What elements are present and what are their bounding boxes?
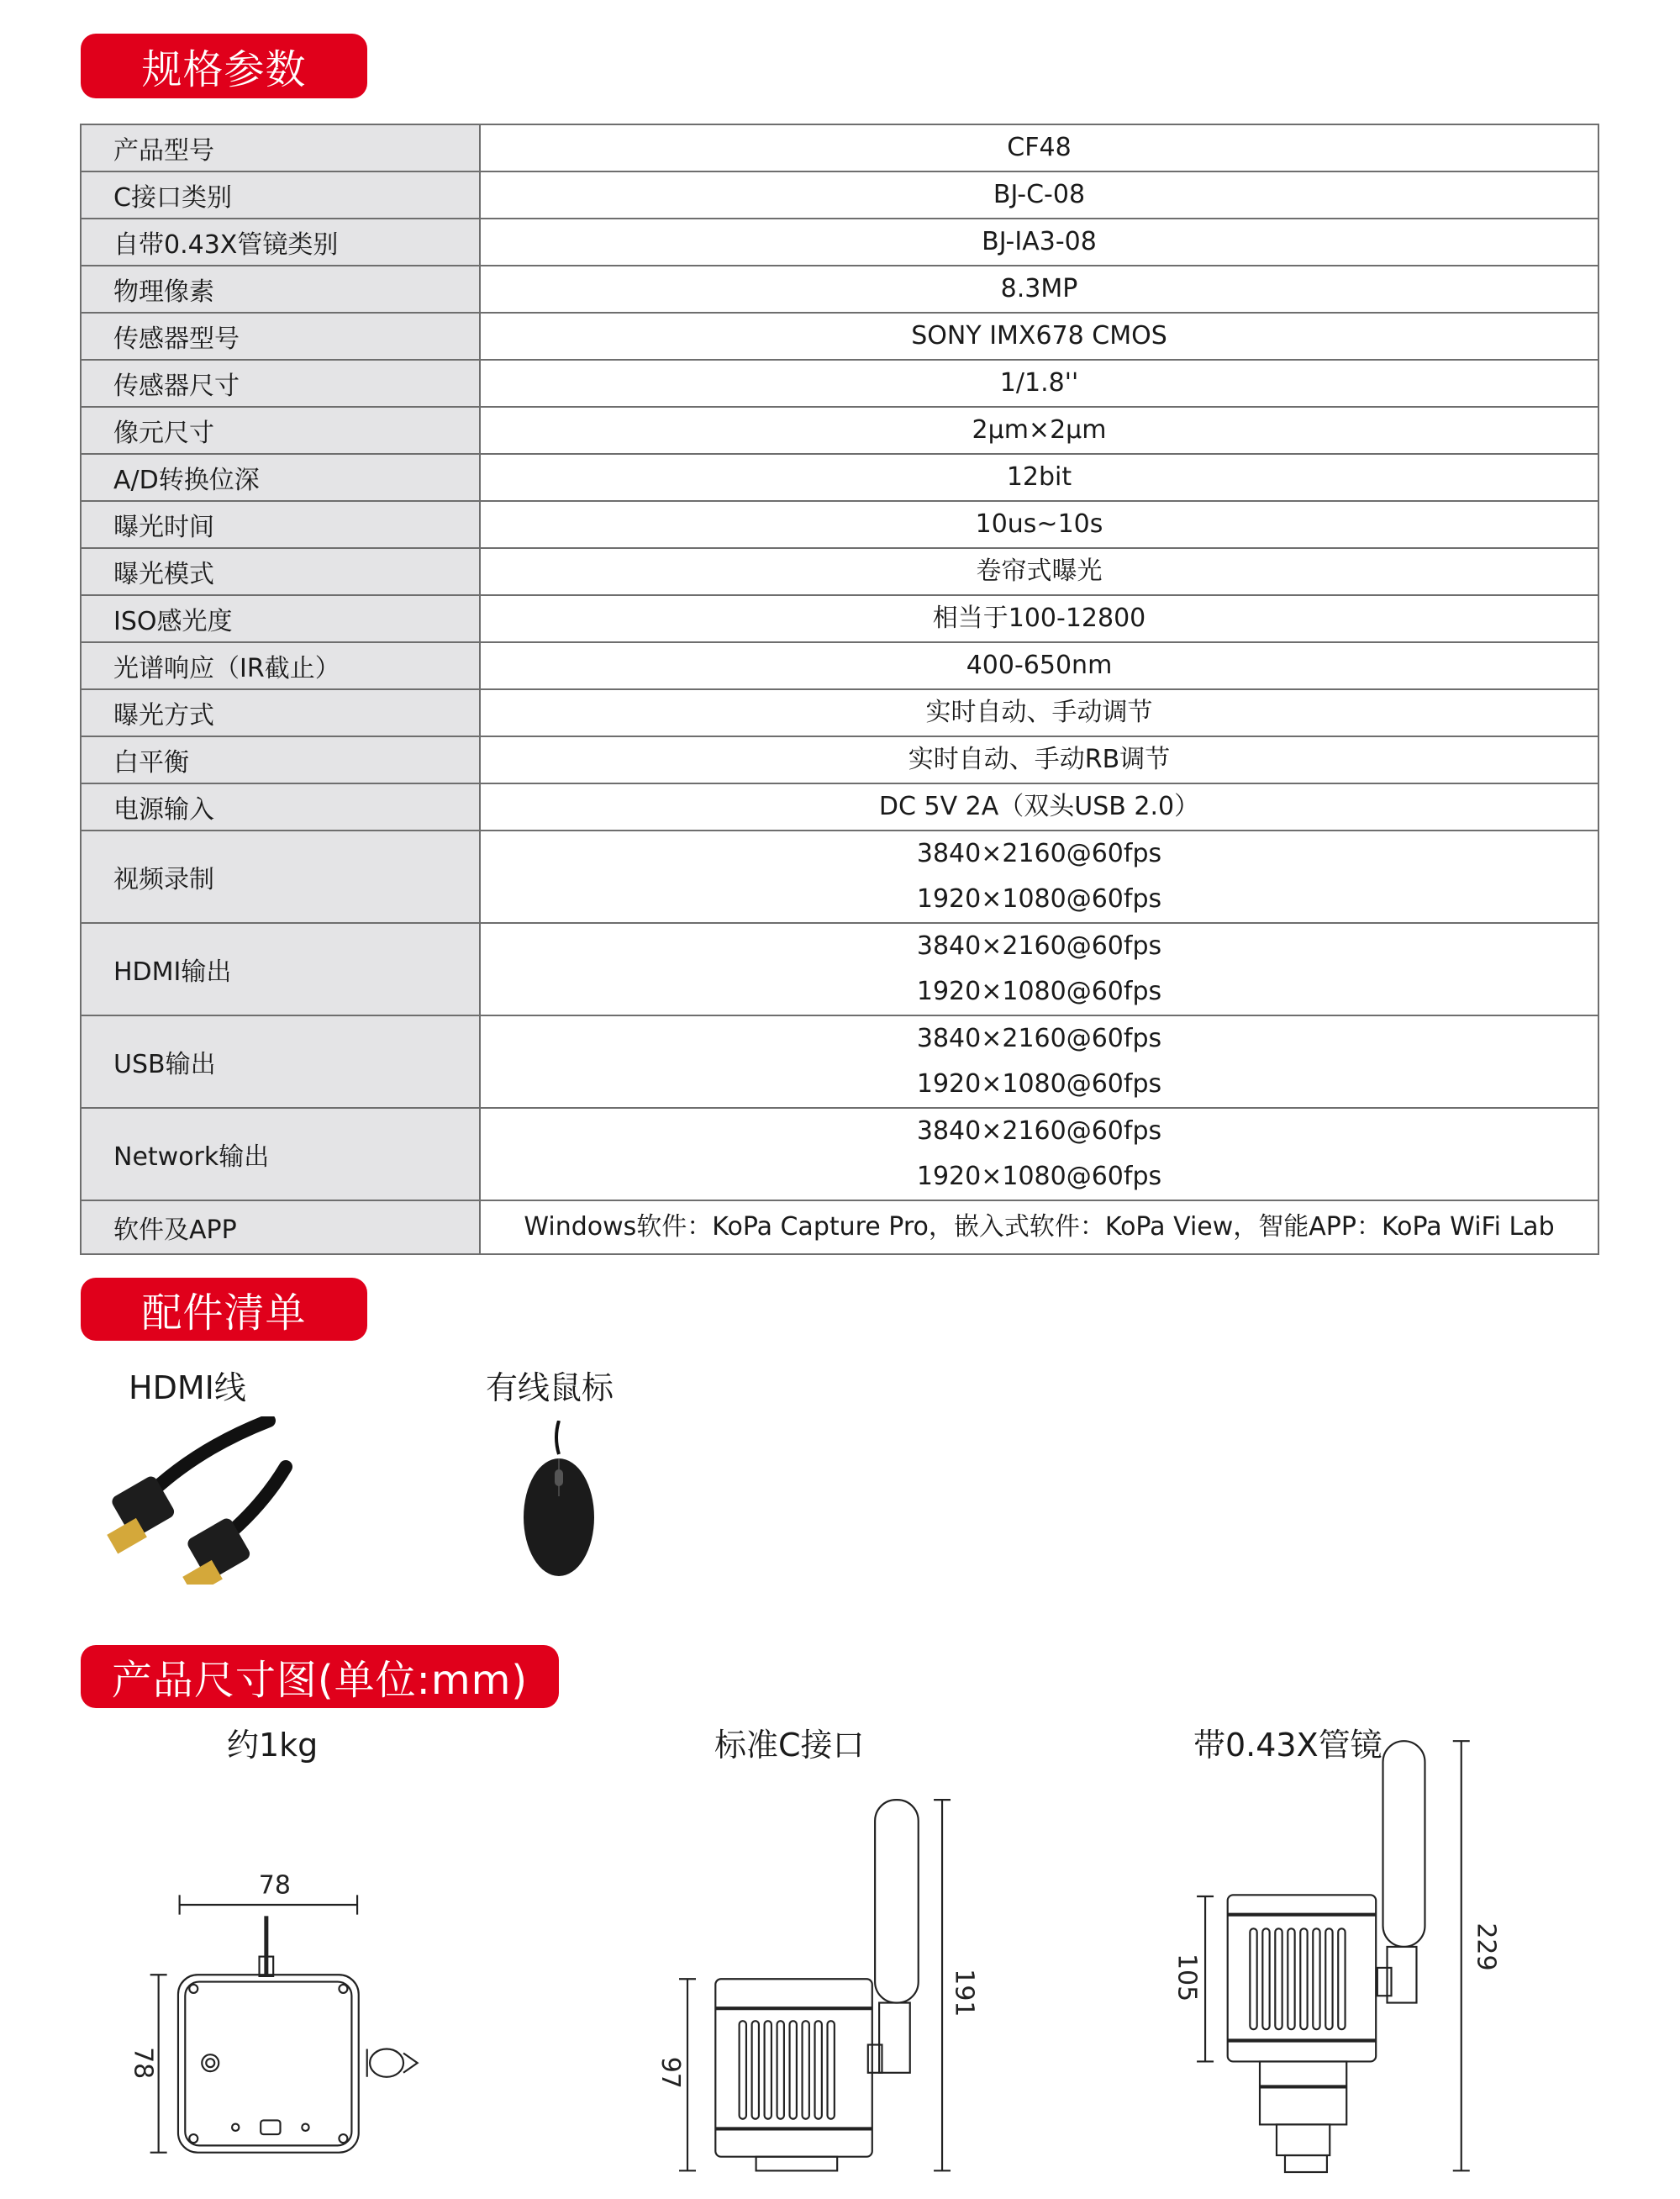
spec-value-cell <box>480 783 1598 831</box>
dim-height-total: 191 <box>949 1969 979 2017</box>
heatsink-fin <box>765 2021 772 2119</box>
spec-label: 视频录制 <box>81 831 480 923</box>
spec-value-cell <box>480 923 1598 1015</box>
accessory-label-mouse: 有线鼠标 <box>486 1369 614 1406</box>
spec-value-cell <box>480 595 1598 642</box>
section-title-accessories: 配件清单 <box>81 1278 367 1341</box>
spec-label: USB输出 <box>81 1015 480 1108</box>
spec-value-cell <box>480 313 1598 360</box>
spec-value-cell <box>480 171 1598 219</box>
spec-label: HDMI输出 <box>81 923 480 1015</box>
heatsink-fin <box>752 2021 759 2119</box>
spec-row <box>81 689 1598 736</box>
spec-value-cell <box>480 642 1598 689</box>
spec-value-cell <box>480 219 1598 266</box>
heatsink-fin <box>1338 1928 1345 2029</box>
spec-row <box>81 783 1598 831</box>
spec-label: C接口类别 <box>81 171 480 219</box>
spec-value-cell <box>480 736 1598 783</box>
heatsink-fin <box>790 2021 797 2119</box>
heatsink-fin <box>1250 1928 1256 2029</box>
spec-row <box>81 1015 1598 1108</box>
spec-row <box>81 923 1598 1015</box>
spec-value: 1/1.8'' <box>999 368 1079 398</box>
spec-row <box>81 219 1598 266</box>
spec-label: ISO感光度 <box>81 595 480 642</box>
spec-value-cell <box>480 831 1598 923</box>
spec-value: SONY IMX678 CMOS <box>911 321 1167 351</box>
spec-row <box>81 124 1598 171</box>
spec-label: 曝光时间 <box>81 501 480 548</box>
spec-label: 传感器型号 <box>81 313 480 360</box>
top-view-drawing <box>128 1871 417 2153</box>
dim-height-total-tube: 229 <box>1471 1922 1501 1971</box>
spec-row <box>81 501 1598 548</box>
spec-row <box>81 595 1598 642</box>
spec-value: 相当于100-12800 <box>932 604 1146 633</box>
spec-row <box>81 831 1598 923</box>
heatsink-fin <box>1275 1928 1282 2029</box>
spec-label: Network输出 <box>81 1108 480 1200</box>
spec-row <box>81 360 1598 407</box>
spec-value: CF48 <box>1007 133 1072 162</box>
spec-value: 8.3MP <box>1000 274 1078 303</box>
spec-value-cell <box>480 407 1598 454</box>
spec-row <box>81 642 1598 689</box>
spec-value: 1920×1080@60fps <box>916 884 1162 914</box>
spec-label: 软件及APP <box>81 1200 480 1254</box>
spec-row <box>81 171 1598 219</box>
mouse-icon <box>517 1421 601 1576</box>
spec-label: 曝光方式 <box>81 689 480 736</box>
accessory-label-hdmi: HDMI线 <box>129 1369 246 1406</box>
spec-label: 电源输入 <box>81 783 480 831</box>
view-caption-tube-lens: 带0.43X管镜 <box>1193 1727 1382 1764</box>
section-title-specs: 规格参数 <box>81 34 367 98</box>
spec-label: 传感器尺寸 <box>81 360 480 407</box>
spec-value: 实时自动、手动RB调节 <box>908 745 1171 774</box>
spec-value: 3840×2160@60fps <box>916 839 1162 868</box>
spec-value-cell <box>480 548 1598 595</box>
spec-label: 白平衡 <box>81 736 480 783</box>
spec-label: 光谱响应（IR截止） <box>81 642 480 689</box>
view-caption-c-mount: 标准C接口 <box>714 1727 865 1764</box>
spec-value-cell <box>480 501 1598 548</box>
spec-value: DC 5V 2A（双头USB 2.0） <box>878 792 1200 821</box>
dim-width: 78 <box>258 1870 291 1901</box>
spec-label: 产品型号 <box>81 124 480 171</box>
spec-row <box>81 736 1598 783</box>
spec-table <box>80 124 1599 1255</box>
spec-value: 10us~10s <box>975 509 1103 539</box>
spec-value: Windows软件：KoPa Capture Pro，嵌入式软件：KoPa View，智能APP：KoPa WiFi Lab <box>524 1212 1555 1242</box>
spec-label: 自带0.43X管镜类别 <box>81 219 480 266</box>
heatsink-fin <box>803 2021 809 2119</box>
heatsink-fin <box>1288 1928 1294 2029</box>
spec-value-cell <box>480 1015 1598 1108</box>
spec-value: 卷帘式曝光 <box>976 556 1103 586</box>
heatsink-fin <box>1300 1928 1307 2029</box>
spec-value: 1920×1080@60fps <box>916 977 1162 1006</box>
spec-row <box>81 1108 1598 1200</box>
spec-value: 400-650nm <box>966 651 1113 680</box>
spec-row <box>81 407 1598 454</box>
hdmi-cable-icon <box>92 1416 294 1585</box>
spec-label: 物理像素 <box>81 266 480 313</box>
heatsink-fin <box>828 2021 835 2119</box>
spec-value: 3840×2160@60fps <box>916 931 1162 961</box>
c-mount-side-drawing <box>656 1800 979 2170</box>
view-caption-weight: 约1kg <box>227 1727 319 1764</box>
heatsink-fin <box>777 2021 784 2119</box>
dim-height-body-tube: 105 <box>1172 1953 1202 2002</box>
spec-value: BJ-IA3-08 <box>982 227 1097 256</box>
spec-value: 1920×1080@60fps <box>916 1069 1162 1099</box>
dim-depth: 78 <box>128 2047 158 2080</box>
spec-value: BJ-C-08 <box>993 180 1086 209</box>
spec-row <box>81 548 1598 595</box>
heatsink-fin <box>1325 1928 1332 2029</box>
spec-value: 3840×2160@60fps <box>916 1116 1162 1146</box>
heatsink-fin <box>740 2021 746 2119</box>
spec-value: 1920×1080@60fps <box>916 1162 1162 1191</box>
spec-label: 曝光模式 <box>81 548 480 595</box>
dimension-drawings <box>0 1625 1680 2185</box>
spec-value-cell <box>480 360 1598 407</box>
spec-value-cell <box>480 454 1598 501</box>
spec-value: 实时自动、手动调节 <box>925 698 1153 727</box>
spec-label: 像元尺寸 <box>81 407 480 454</box>
heatsink-fin <box>1262 1928 1269 2029</box>
spec-value-cell <box>480 1108 1598 1200</box>
spec-value: 12bit <box>1006 462 1072 492</box>
tube-lens-side-drawing <box>1172 1741 1500 2172</box>
spec-row <box>81 454 1598 501</box>
spec-value: 3840×2160@60fps <box>916 1024 1162 1053</box>
spec-row <box>81 1200 1598 1254</box>
spec-label: A/D转换位深 <box>81 454 480 501</box>
heatsink-fin <box>1313 1928 1319 2029</box>
spec-value-cell <box>480 266 1598 313</box>
spec-value: 2μm×2μm <box>972 415 1107 445</box>
spec-value-cell <box>480 1200 1598 1254</box>
dim-height-body: 97 <box>656 2056 686 2089</box>
section-title-dimensions: 产品尺寸图(单位:mm) <box>81 1645 559 1708</box>
heatsink-fin <box>815 2021 822 2119</box>
spec-value-cell <box>480 124 1598 171</box>
spec-row <box>81 313 1598 360</box>
spec-row <box>81 266 1598 313</box>
spec-value-cell <box>480 689 1598 736</box>
